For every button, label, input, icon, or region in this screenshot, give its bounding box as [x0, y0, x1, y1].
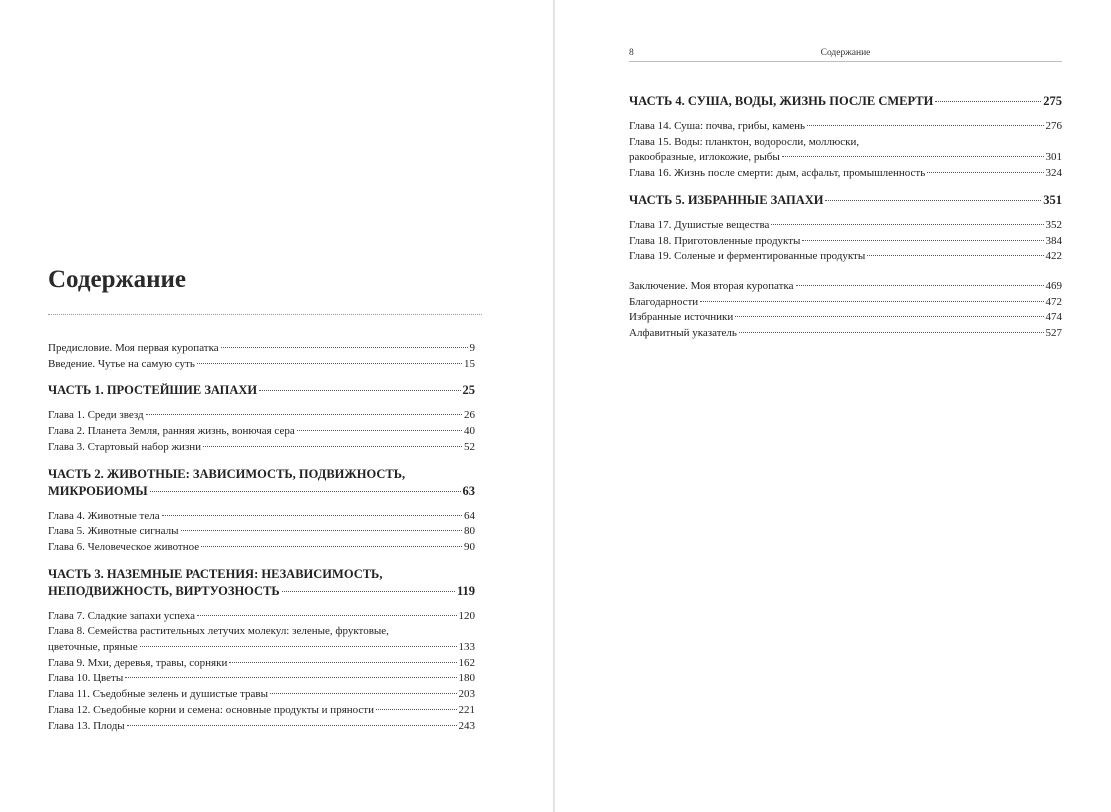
toc-chapter [48, 671, 475, 687]
toc-part-heading [48, 466, 475, 500]
entry-title-line: Глава 9. Мхи, деревья, травы, сорняки [48, 656, 228, 669]
dot-leader [197, 615, 457, 616]
toc-chapter [48, 719, 475, 735]
entry-title-line: Глава 7. Сладкие запахи успеха [48, 609, 195, 622]
dot-leader [935, 101, 1041, 102]
dot-leader [203, 446, 462, 447]
entry-title-line: Глава 18. Приготовленные продукты [629, 234, 801, 247]
dot-leader [807, 125, 1043, 126]
entry-title-line: Глава 17. Душистые вещества [629, 218, 770, 231]
dot-leader [181, 530, 462, 531]
dot-leader [700, 301, 1043, 302]
toc-chapter [48, 656, 475, 672]
page-number: 351 [1043, 192, 1062, 207]
toc-back-entry [629, 295, 1062, 311]
toc-chapter [629, 135, 1062, 166]
entry-title-line: Глава 8. Семейства растительных летучих молекул: зеленые, фруктовые, [48, 625, 389, 638]
toc-part-heading [48, 566, 475, 600]
entry-title-line: Глава 1. Среди звезд [48, 409, 144, 422]
toc-chapter [48, 624, 475, 655]
entry-title: Предисловие. Моя первая куропатка [48, 342, 219, 354]
toc-chapter [629, 218, 1062, 234]
toc-chapter [48, 703, 475, 719]
toc-chapter [48, 509, 475, 525]
page-number: 119 [456, 583, 475, 598]
toc-back-entry [629, 310, 1062, 326]
page-number: 221 [458, 703, 475, 716]
toc-chapter [629, 119, 1062, 135]
page-number: 469 [1045, 279, 1062, 292]
page-number: 422 [1045, 250, 1062, 263]
running-head [629, 47, 1062, 62]
entry-title-line: цветочные, пряные [48, 641, 138, 654]
page-number: 203 [458, 688, 475, 701]
dot-leader [150, 491, 461, 492]
page-number: 301 [1045, 151, 1062, 164]
page-number: 64 [464, 509, 475, 522]
dot-leader [270, 693, 456, 694]
dot-leader [146, 414, 462, 415]
page-number: 15 [464, 357, 475, 370]
toc-part-heading [629, 192, 1062, 209]
page-number: 63 [462, 483, 475, 498]
entry-title-line: НЕПОДВИЖНОСТЬ, ВИРТУОЗНОСТЬ [48, 583, 280, 598]
dot-leader [125, 677, 456, 678]
dot-leader [162, 515, 462, 516]
page-number: 384 [1045, 234, 1062, 247]
page-number: 162 [458, 656, 475, 669]
entry-title-line: Глава 11. Съедобные зелень и душистые травы [48, 688, 269, 701]
entry-title-line: ЧАСТЬ 4. СУША, ВОДЫ, ЖИЗНЬ ПОСЛЕ СМЕРТИ [629, 94, 934, 108]
dot-leader [771, 224, 1043, 225]
dot-leader [376, 709, 457, 710]
page-number: 352 [1045, 218, 1062, 231]
entry-title-line: Глава 4. Животные тела [48, 509, 160, 522]
table-of-contents-right [629, 83, 1062, 342]
toc-chapter [629, 249, 1062, 265]
toc-chapter [48, 687, 475, 703]
page-number: 52 [464, 440, 475, 453]
page-number: 25 [462, 383, 475, 398]
entry-title: Введение. Чутье на самую суть [48, 357, 195, 370]
dot-leader [735, 316, 1043, 317]
dot-leader [201, 546, 462, 547]
running-head-page-number: 8 [629, 48, 634, 58]
entry-title-line: МИКРОБИОМЫ [48, 483, 148, 498]
toc-part-heading [629, 93, 1062, 110]
page-number: 90 [464, 540, 475, 553]
page-number: 80 [464, 525, 475, 538]
dot-leader [867, 255, 1043, 256]
entry-title-line: Глава 13. Плоды [48, 719, 125, 732]
page-number: 26 [464, 409, 475, 422]
entry-title-line: ракообразные, иглокожие, рыбы [629, 151, 780, 164]
toc-chapter [629, 166, 1062, 182]
toc-chapter [48, 408, 475, 424]
entry-title: Заключение. Моя вторая куропатка [629, 279, 794, 292]
page-number: 133 [458, 641, 475, 654]
entry-title: Благодарности [629, 295, 699, 308]
dot-leader [127, 725, 457, 726]
entry-title-line: ЧАСТЬ 2. ЖИВОТНЫЕ: ЗАВИСИМОСТЬ, ПОДВИЖНОСТЬ, [48, 466, 406, 481]
toc-part-heading [48, 382, 475, 399]
dot-leader [259, 390, 460, 391]
title-divider [48, 314, 482, 315]
toc-chapter [48, 424, 475, 440]
entry-title-line: Глава 10. Цветы [48, 672, 124, 685]
entry-title-line: Глава 2. Планета Земля, ранняя жизнь, вонючая сера [48, 425, 295, 438]
running-head-title: Содержание [820, 48, 871, 58]
entry-title: Алфавитный указатель [629, 327, 737, 340]
dot-leader [782, 156, 1044, 157]
dot-leader [825, 200, 1041, 201]
table-of-contents-left [48, 341, 475, 734]
toc-chapter [48, 524, 475, 540]
entry-title-line: ЧАСТЬ 3. НАЗЕМНЫЕ РАСТЕНИЯ: НЕЗАВИСИМОСТЬ, [48, 566, 383, 581]
toc-front-entry [48, 341, 475, 357]
section-gap [629, 265, 1062, 279]
page-number: 527 [1045, 327, 1062, 340]
toc-back-entry [629, 279, 1062, 295]
entry-title-line: Глава 3. Стартовый набор жизни [48, 440, 202, 453]
entry-title: Избранные источники [629, 311, 734, 324]
dot-leader [796, 285, 1044, 286]
dot-leader [282, 591, 455, 592]
page-number: 120 [458, 609, 475, 622]
toc-chapter [48, 540, 475, 556]
page-number: 9 [469, 342, 475, 354]
toc-front-entry [48, 357, 475, 373]
page-title: Содержание [48, 266, 187, 293]
page-number: 180 [458, 672, 475, 685]
page-number: 276 [1045, 120, 1062, 132]
entry-title-line: Глава 5. Животные сигналы [48, 525, 179, 538]
entry-title-line: Глава 14. Суша: почва, грибы, камень [629, 120, 806, 132]
entry-title-line: ЧАСТЬ 5. ИЗБРАННЫЕ ЗАПАХИ [629, 192, 824, 207]
dot-leader [221, 347, 468, 348]
entry-title-line: Глава 6. Человеческое животное [48, 540, 200, 553]
page-number: 474 [1045, 311, 1062, 324]
entry-title-line: Глава 12. Съедобные корни и семена: основные продукты и пряности [48, 703, 374, 716]
page-number: 243 [458, 719, 475, 732]
dot-leader [197, 363, 462, 364]
dot-leader [140, 646, 457, 647]
left-page [0, 0, 553, 812]
page-number: 324 [1045, 167, 1062, 180]
toc-chapter [48, 609, 475, 625]
page-number: 40 [464, 425, 475, 438]
entry-title-line: Глава 16. Жизнь после смерти: дым, асфальт, промышленность [629, 167, 926, 180]
page-number: 472 [1045, 295, 1062, 308]
toc-chapter [629, 234, 1062, 250]
toc-chapter [48, 440, 475, 456]
dot-leader [927, 172, 1043, 173]
dot-leader [297, 430, 462, 431]
toc-back-entry [629, 326, 1062, 342]
dot-leader [229, 662, 456, 663]
entry-title-line: Глава 19. Соленые и ферментированные продукты [629, 250, 866, 263]
dot-leader [802, 240, 1043, 241]
page-number: 275 [1043, 94, 1062, 108]
entry-title-line: ЧАСТЬ 1. ПРОСТЕЙШИЕ ЗАПАХИ [48, 383, 258, 398]
dot-leader [739, 332, 1044, 333]
entry-title-line: Глава 15. Воды: планктон, водоросли, моллюски, [629, 135, 860, 148]
